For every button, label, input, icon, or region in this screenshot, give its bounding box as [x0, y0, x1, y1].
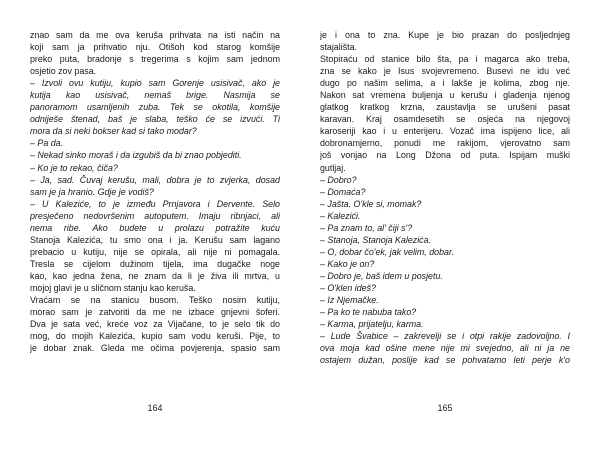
text-line: mog, do mojih Kalezića, kupio sam vodu keruši. Pije, to — [30, 331, 280, 342]
text-line: Stanoja Kalezića, tu smo ona i ja. Kerušu sam lagano — [30, 234, 280, 245]
text-line: Dva je sata već, kreće voz za Vijačane, to je selo tik do — [30, 319, 280, 330]
text-line: – Ko je to rekao, čiča? — [30, 162, 118, 173]
text-line: karoseriji kao i u enterijeru. Vozač ima ispijeno lice, ali — [320, 126, 570, 137]
text-line: preko puta, bradonje s tregerima s kojim sam jednom — [30, 54, 280, 65]
text-line: – Nekad sinko moraš i da izgubiš da bi znao pobjediti. — [30, 150, 242, 161]
text-line: – O, dobar čo'ek, jak velim, dobar. — [320, 246, 455, 257]
text-line: – Stanoja, Stanoja Kalezića. — [320, 234, 432, 245]
text-line: dobronamjerno, ponudi me rakijom, vjerovatno sam — [320, 138, 570, 149]
text-line: odniješe štenad, baš je slaba, teško će se izvući. Ti — [30, 114, 280, 125]
left-page — [30, 29, 280, 449]
text-line: zna se kako je Isus svojevremeno. Busevi ne idu već — [320, 66, 570, 77]
text-line: – Dobro je, baš idem u posjetu. — [320, 270, 443, 281]
text-line: kao, kao jedna žena, ne znam da li je živa ili mrtva, u — [30, 270, 280, 281]
text-line: Tresla se cijelom dužinom tijela, ima dugačke noge — [30, 258, 280, 269]
text-line: – Jašta. O'kle si, momak? — [320, 198, 422, 209]
text-line: nema ribe. Ako budete u prolazu potražite kuću — [30, 222, 280, 233]
text-line: – Dobro? — [320, 174, 357, 185]
text-line: karavan. Kraj osamdesetih se osjeća na njegovoj — [320, 114, 570, 125]
text-line: kutija kao usisivač, nemaš brige. Nasmija se — [30, 90, 280, 101]
left-page-number: 164 — [147, 403, 163, 413]
text-line: – Pa da. — [30, 138, 64, 149]
right-page-number: 165 — [437, 403, 453, 413]
text-line: – Karma, prijatelju, karma. — [320, 319, 424, 330]
text-line: mora da si neki bokser kad si tako modar? — [30, 126, 197, 137]
text-line: koji sam ja prihvatio nju. Otišoh kod starog komšije — [30, 42, 280, 53]
text-line: morao sam je zatvoriti da me ne izbace gnjevni šoferi. — [30, 307, 280, 318]
text-line: stajališta. — [320, 42, 357, 53]
text-line: mojoj glavi je u sličnom stanju kao keruša. — [30, 282, 196, 293]
text-line: glatkog kratkog krzna, zaustavlja se urušeni pasat — [320, 102, 570, 113]
text-line: Nakon sat vremena buljenja u kerušu i gladenja njenog — [320, 90, 570, 101]
text-line: Vraćam se na stanicu busom. Teško nosim kutiju, — [30, 295, 280, 306]
text-line: osjetio zov pasa. — [30, 66, 97, 77]
text-line: – Iz Njemačke. — [320, 295, 379, 306]
text-line: – Kalezići. — [320, 210, 361, 221]
text-line: – Pa ko te nabuba tako? — [320, 307, 417, 318]
text-line: – O'klen ideš? — [320, 282, 376, 293]
right-page-text — [320, 29, 570, 366]
text-line: – U Kaleziće, to je između Prnjavora i Derventе. Selo — [30, 198, 280, 209]
text-line: – Izvoli ovu kutiju, kupio sam Gorenje usisivač, ako je — [30, 78, 280, 89]
text-line: znao sam da me ova keruša prihvata na isti način na — [30, 30, 280, 40]
text-line: Stopiraću od stanice bilo šta, pa i magarca ako treba, — [320, 54, 570, 65]
text-line: – Domaća? — [320, 186, 366, 197]
text-line: je i ona to zna. Kupe je bio prazan do posljednjeg — [320, 30, 570, 40]
text-line: prebacio u kutiju, nije se opirala, ali nije ni pomagala. — [30, 246, 280, 257]
text-line: dugo po našim selima, a i lakše je kolima, zbog nje. — [320, 78, 570, 89]
right-page — [320, 29, 570, 449]
text-line: – Pa znam to, al' čiji s'? — [320, 222, 413, 233]
text-line: – Ja, sad. Čuvaj kerušu, mali, dobra je to zvjerka, dosad — [30, 174, 280, 185]
text-line: – Lude Švabice – zakrevelji se i otpi rakije zadovoljno. I — [320, 331, 570, 342]
text-line: gutljaj. — [320, 162, 346, 173]
left-page-text — [30, 29, 280, 354]
text-line: panoramom usamljenih zuba. Tek se okotila, komšije — [30, 102, 280, 113]
text-line: još vonjao na Long Džona od puta. Ispijam muški — [320, 150, 570, 161]
text-line: je dobar znak. Gleda me očima povjerenja, spasio sam — [30, 343, 280, 354]
text-line: – Kako je on? — [320, 258, 375, 269]
text-line: sam je ja hranio. Gdje je vodiš? — [30, 186, 154, 197]
text-line: ova moja kad ošine mene nije mi svejedno, ali ni ja ne — [320, 343, 570, 354]
text-line: presječeno nedovršenim autoputem. Imaju ribnjaci, ali — [30, 210, 280, 221]
text-line: ostajem dužan, poslije kad se pohvatamo leti perje k'o — [320, 355, 570, 366]
